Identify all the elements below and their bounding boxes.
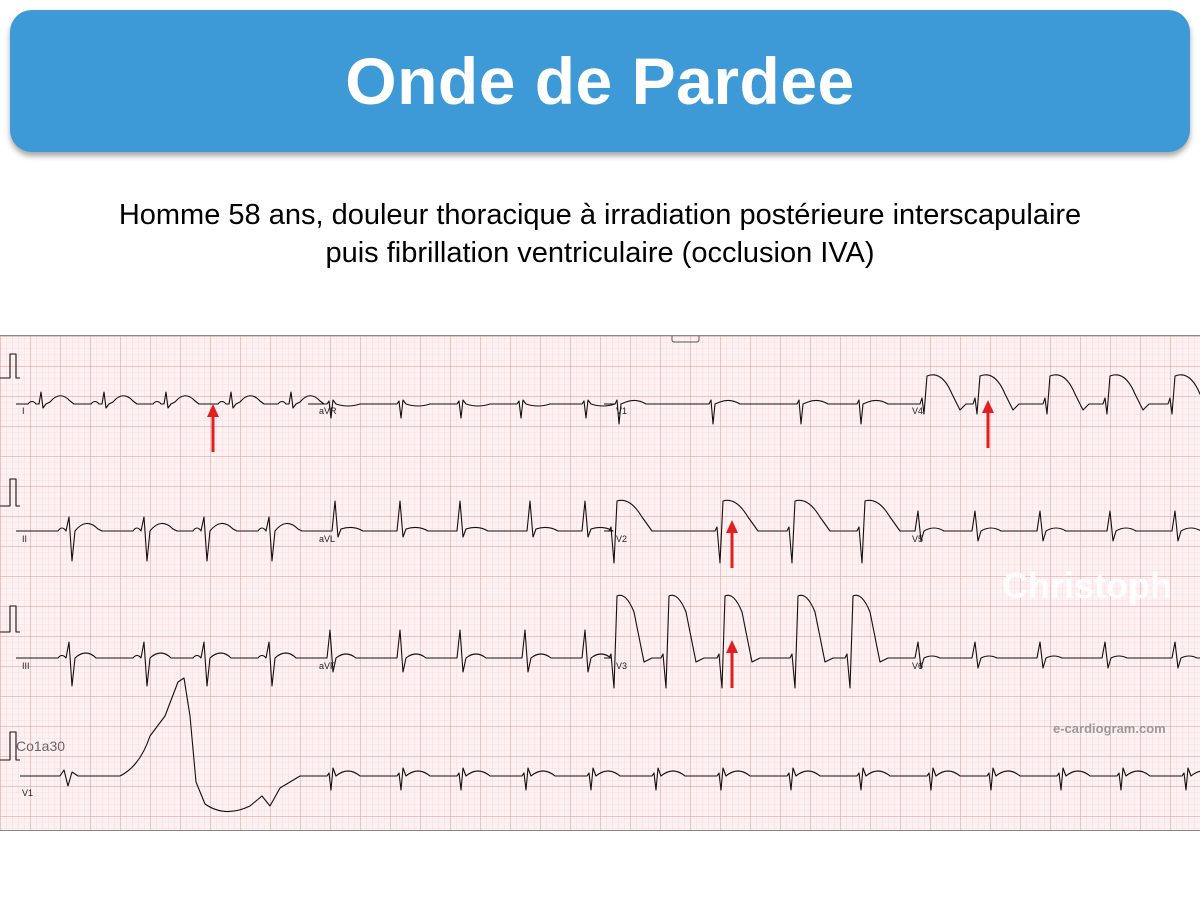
lead-label-V6: V6 bbox=[912, 661, 924, 671]
ecg-svg bbox=[0, 336, 1200, 830]
lead-label-aVF: aVF bbox=[319, 661, 336, 671]
subtitle-line-2: puis fibrillation ventriculaire (occlusion IVA) bbox=[325, 237, 875, 269]
lead-label-I: I bbox=[22, 406, 25, 416]
ecg-tracing bbox=[0, 335, 1200, 831]
lead-label-rhythm-V1: V1 bbox=[22, 788, 34, 798]
slide-subtitle bbox=[0, 196, 1200, 272]
lead-label-V3: V3 bbox=[616, 661, 628, 671]
lead-label-aVL: aVL bbox=[319, 534, 336, 544]
lead-label-V4: V4 bbox=[912, 406, 924, 416]
lead-label-aVR: aVR bbox=[319, 406, 337, 416]
source-credit: e-cardiogram.com bbox=[1053, 721, 1166, 736]
lead-label-II: II bbox=[22, 534, 28, 544]
subtitle-line-1: Homme 58 ans, douleur thoracique à irradiation postérieure interscapulaire bbox=[118, 199, 1082, 231]
tracing-code: Co1a30 bbox=[16, 738, 66, 754]
watermark-text: Christoph bbox=[1002, 565, 1172, 606]
title-banner bbox=[10, 10, 1190, 152]
lead-label-V5: V5 bbox=[912, 534, 924, 544]
lead-label-V1: V1 bbox=[616, 406, 628, 416]
lead-label-III: III bbox=[22, 661, 30, 671]
lead-label-V2: V2 bbox=[616, 534, 628, 544]
slide-title: Onde de Pardee bbox=[345, 44, 855, 118]
